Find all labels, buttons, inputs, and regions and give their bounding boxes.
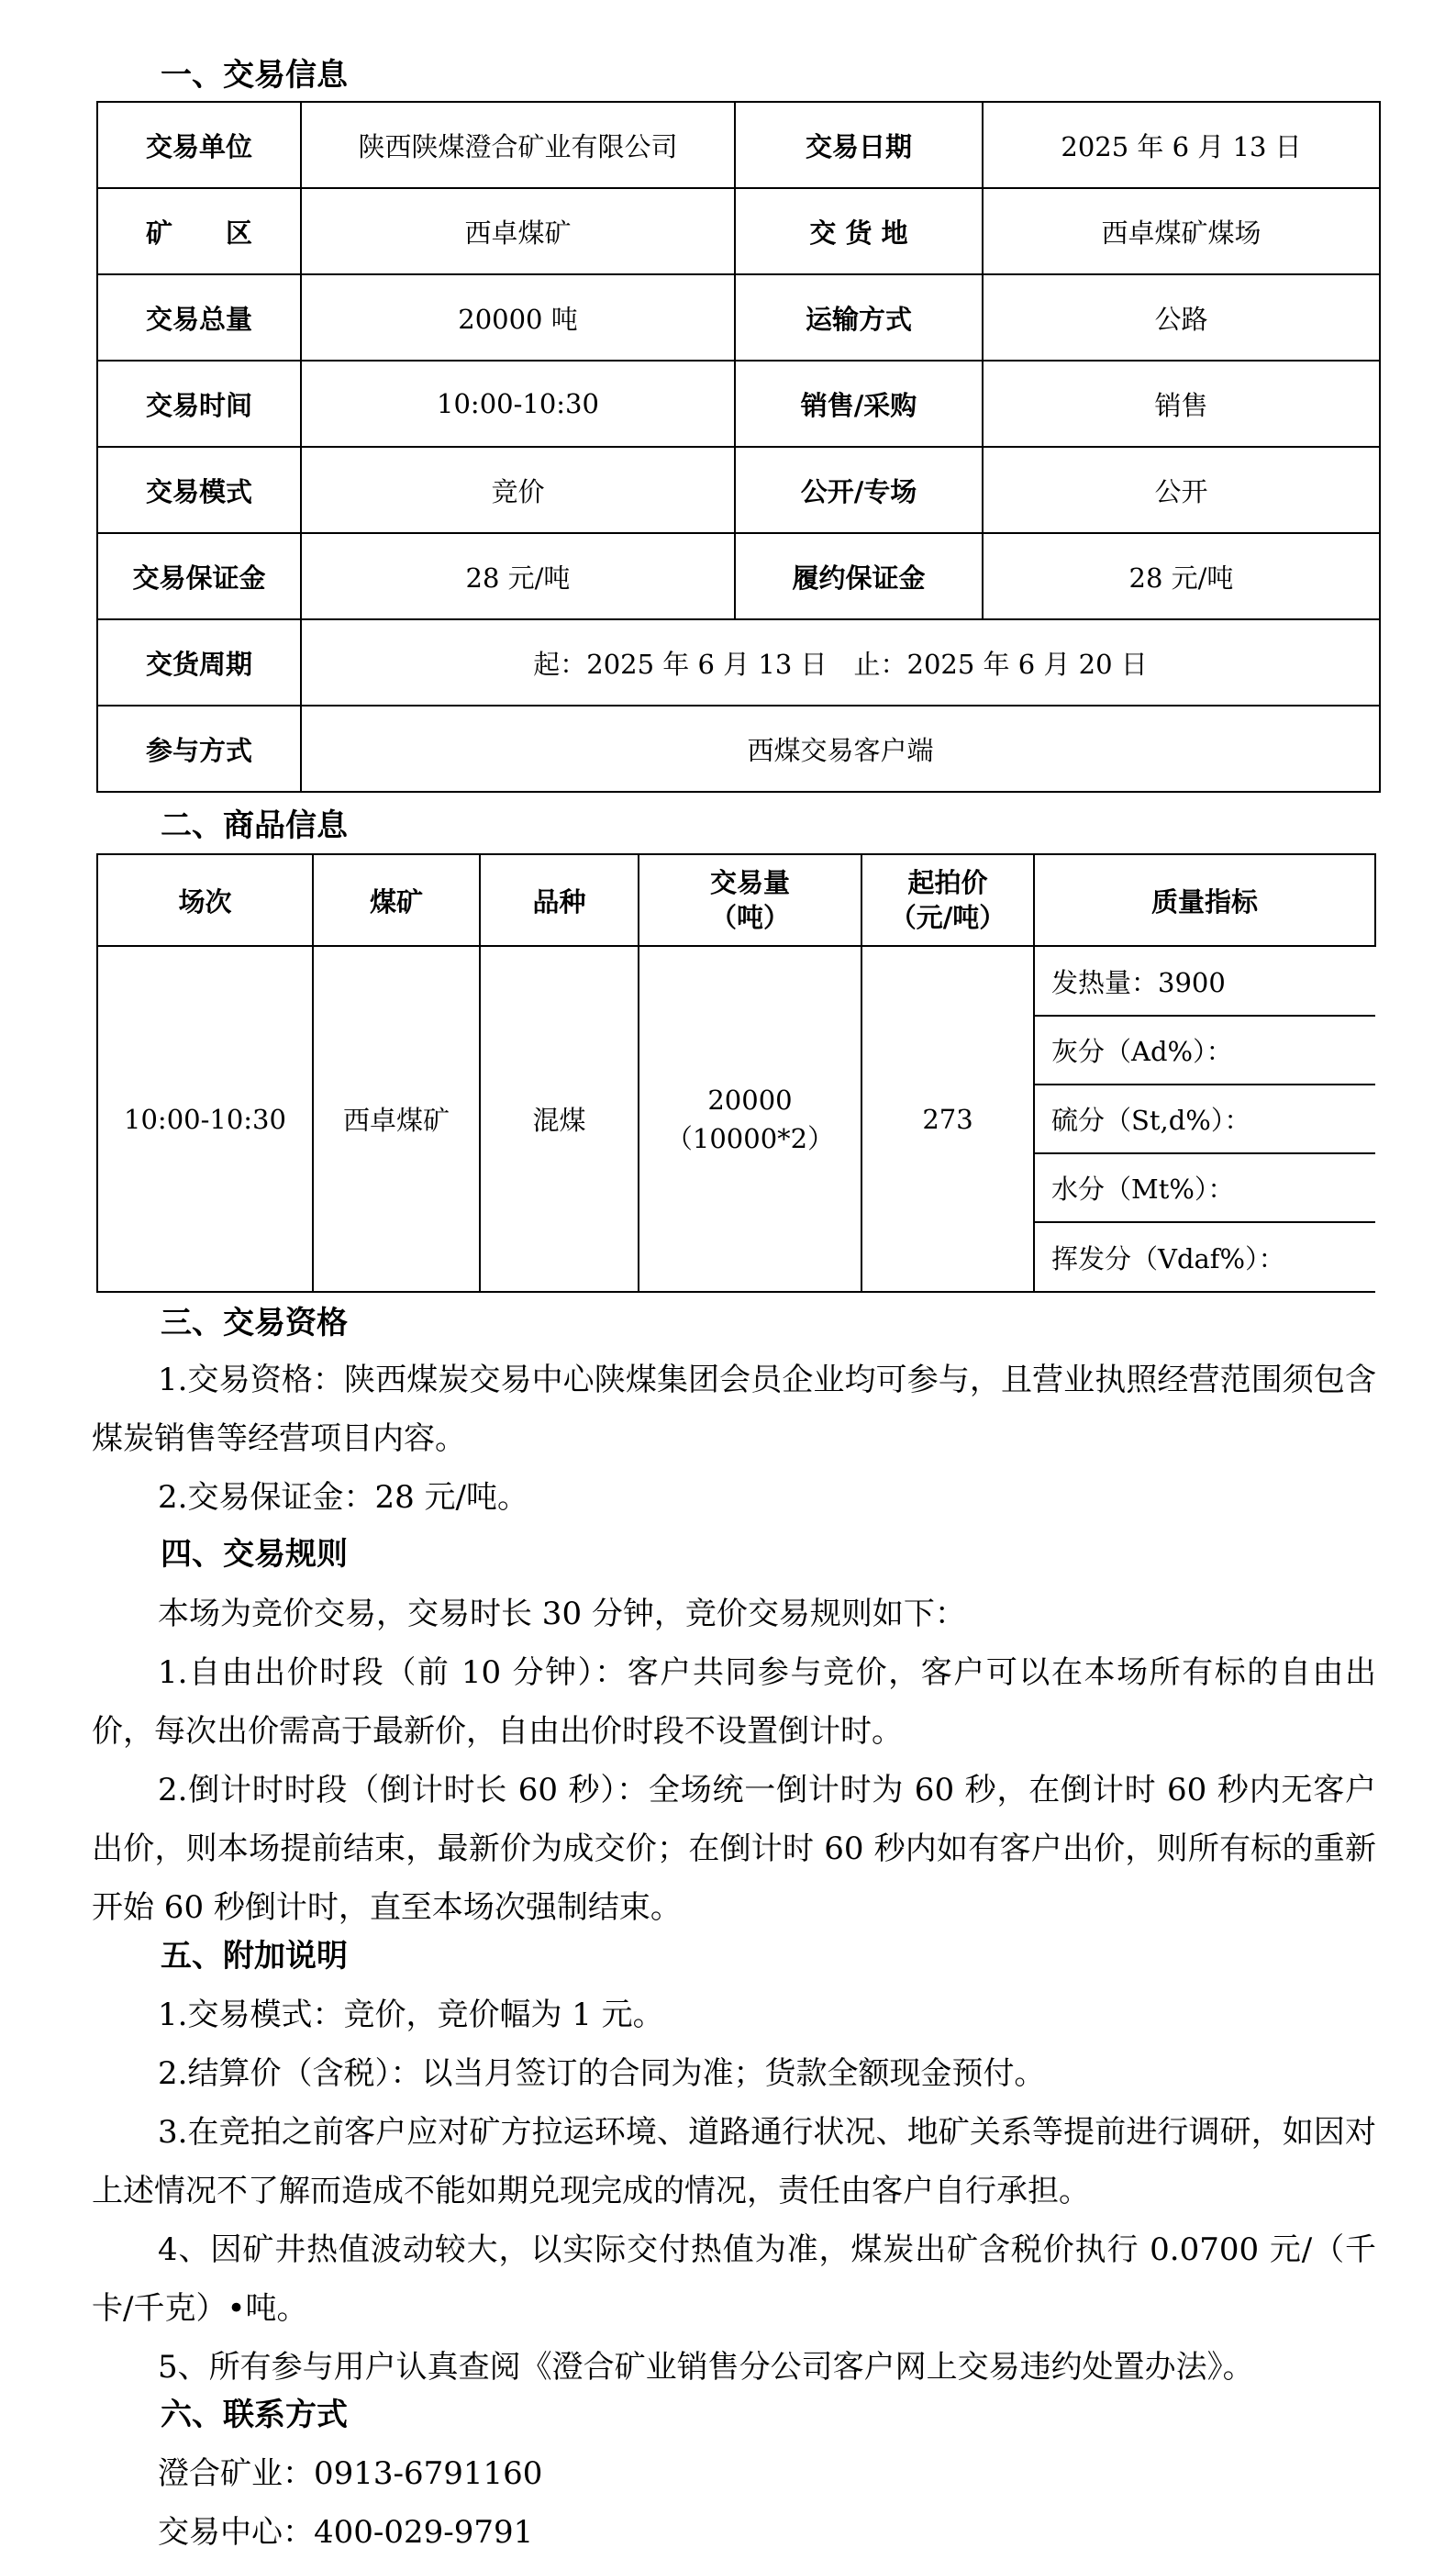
header-quantity: 交易量 （吨） — [639, 854, 861, 946]
contact-chenghe: 澄合矿业：0913-6791160 — [158, 2455, 543, 2492]
value-participation-method: 西煤交易客户端 — [301, 706, 1380, 792]
label-public-special: 公开/专场 — [735, 447, 983, 533]
header-session: 场次 — [97, 854, 313, 946]
label-delivery-place: 交 货 地 — [735, 188, 983, 274]
section-title-notes: 五、附加说明 — [161, 1938, 348, 1975]
table-row — [97, 188, 1380, 274]
qualification-paragraph: 1.交易资格：陕西煤炭交易中心陕煤集团会员企业均可参与，且营业执照经营范围须包含煤炭销售等经营项目内容。 — [92, 1362, 1376, 1457]
table-row — [97, 619, 1380, 706]
value-trade-time: 10:00-10:30 — [301, 361, 735, 447]
goods-info-table — [96, 853, 1376, 1293]
rules-intro: 本场为竞价交易，交易时长 30 分钟，竞价交易规则如下： — [158, 1596, 966, 1632]
quality-item: 硫分（St,d%）： — [1035, 1085, 1375, 1153]
label-mine-area: 矿 区 — [97, 188, 301, 274]
label-sale-purchase: 销售/采购 — [735, 361, 983, 447]
cell-variety: 混煤 — [480, 946, 639, 1292]
value-delivery-place: 西卓煤矿煤场 — [983, 188, 1380, 274]
section-title-goods-info: 二、商品信息 — [161, 807, 348, 844]
quality-item: 灰分（Ad%）： — [1035, 1016, 1375, 1085]
label-trade-date: 交易日期 — [735, 102, 983, 188]
cell-quality — [1034, 946, 1375, 1292]
quality-list — [1035, 947, 1375, 1291]
cell-session: 10:00-10:30 — [97, 946, 313, 1292]
contact-trade-center: 交易中心：400-029-9791 — [158, 2514, 534, 2551]
label-delivery-period: 交货周期 — [97, 619, 301, 706]
label-total-volume: 交易总量 — [97, 274, 301, 361]
label-participation-method: 参与方式 — [97, 706, 301, 792]
note-trade-mode: 1.交易模式：竞价，竞价幅为 1 元。 — [158, 1997, 664, 2033]
rules-free-bidding: 1.自由出价时段（前 10 分钟）：客户共同参与竞价，客户可以在本场所有标的自由出价，每次出价需高于最新价，自由出价时段不设置倒计时。 — [92, 1654, 1376, 1750]
value-total-volume: 20000 吨 — [301, 274, 735, 361]
table-row — [97, 102, 1380, 188]
quality-item: 发热量：3900 — [1035, 947, 1375, 1016]
value-performance-deposit: 28 元/吨 — [983, 533, 1380, 619]
value-mine-area: 西卓煤矿 — [301, 188, 735, 274]
label-performance-deposit: 履约保证金 — [735, 533, 983, 619]
table-row — [97, 706, 1380, 792]
value-transport: 公路 — [983, 274, 1380, 361]
quality-item: 挥发分（Vdaf%）： — [1035, 1222, 1375, 1291]
deposit-paragraph: 2.交易保证金：28 元/吨。 — [158, 1479, 528, 1516]
section-title-rules: 四、交易规则 — [161, 1536, 348, 1573]
section-title-qualification: 三、交易资格 — [161, 1305, 348, 1341]
value-trade-date: 2025 年 6 月 13 日 — [983, 102, 1380, 188]
value-sale-purchase: 销售 — [983, 361, 1380, 447]
cell-quantity: 20000 （10000*2） — [639, 946, 861, 1292]
table-row — [97, 361, 1380, 447]
label-trade-unit: 交易单位 — [97, 102, 301, 188]
value-public-special: 公开 — [983, 447, 1380, 533]
cell-mine: 西卓煤矿 — [313, 946, 480, 1292]
header-variety: 品种 — [480, 854, 639, 946]
cell-start-price: 273 — [861, 946, 1034, 1292]
header-mine: 煤矿 — [313, 854, 480, 946]
quality-item: 水分（Mt%）： — [1035, 1153, 1375, 1222]
header-quality: 质量指标 — [1034, 854, 1375, 946]
section-title-trade-info: 一、交易信息 — [161, 57, 348, 94]
section-title-contact: 六、联系方式 — [161, 2397, 348, 2433]
note-settlement: 2.结算价（含税）：以当月签订的合同为准；货款全额现金预付。 — [158, 2055, 1046, 2092]
table-row — [97, 946, 1375, 1292]
trade-info-table — [96, 101, 1381, 793]
label-trade-time: 交易时间 — [97, 361, 301, 447]
note-research: 3.在竞拍之前客户应对矿方拉运环境、道路通行状况、地矿关系等提前进行调研，如因对上述情况不了解而造成不能如期兑现完成的情况，责任由客户自行承担。 — [92, 2114, 1376, 2209]
header-start-price: 起拍价 （元/吨） — [861, 854, 1034, 946]
label-trade-deposit: 交易保证金 — [97, 533, 301, 619]
table-row — [97, 274, 1380, 361]
table-row — [97, 533, 1380, 619]
note-calorific: 4、因矿井热值波动较大，以实际交付热值为准，煤炭出矿含税价执行 0.0700 元/（千卡/千克）•吨。 — [92, 2231, 1376, 2327]
value-trade-deposit: 28 元/吨 — [301, 533, 735, 619]
table-row — [97, 447, 1380, 533]
table-header-row — [97, 854, 1375, 946]
value-trade-mode: 竞价 — [301, 447, 735, 533]
value-trade-unit: 陕西陕煤澄合矿业有限公司 — [301, 102, 735, 188]
label-trade-mode: 交易模式 — [97, 447, 301, 533]
note-violation: 5、所有参与用户认真查阅《澄合矿业销售分公司客户网上交易违约处置办法》。 — [158, 2349, 1254, 2386]
label-transport: 运输方式 — [735, 274, 983, 361]
value-delivery-period: 起：2025 年 6 月 13 日 止：2025 年 6 月 20 日 — [301, 619, 1380, 706]
rules-countdown: 2.倒计时时段（倒计时长 60 秒）：全场统一倒计时为 60 秒，在倒计时 60 秒内无客户出价，则本场提前结束，最新价为成交价；在倒计时 60 秒内如有客户出价，则所有标的重新开始 60 秒倒计时，直至本场次强制结束。 — [92, 1772, 1376, 1926]
